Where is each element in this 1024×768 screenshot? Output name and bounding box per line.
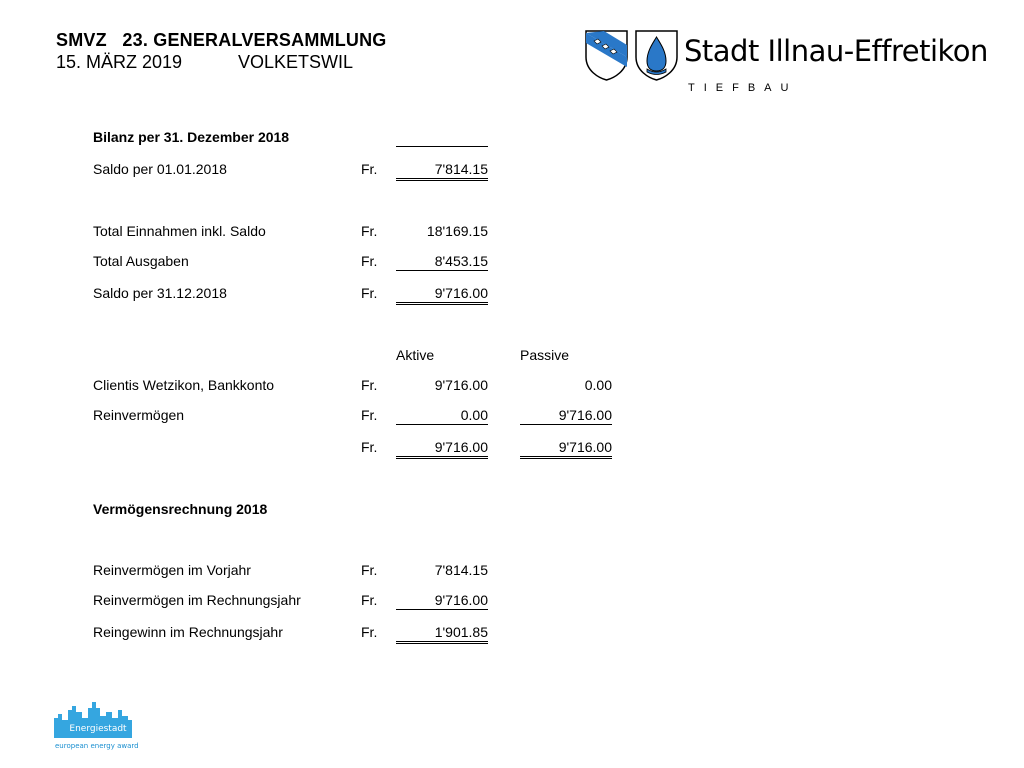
table-row xyxy=(0,562,700,582)
bilanz-title-row xyxy=(0,129,700,149)
table-row xyxy=(0,253,700,273)
org-name: SMVZ xyxy=(56,30,107,50)
row-label: Saldo per 31.12.2018 xyxy=(93,285,227,301)
row-label: Total Einnahmen inkl. Saldo xyxy=(93,223,266,239)
currency: Fr. xyxy=(361,439,378,455)
column-rule xyxy=(396,146,488,147)
aktive-value: 9'716.00 xyxy=(434,377,488,393)
currency: Fr. xyxy=(361,223,378,239)
event-place: VOLKETSWIL xyxy=(238,52,354,72)
row-label: Total Ausgaben xyxy=(93,253,189,269)
presentation-subtitle xyxy=(56,52,354,73)
table-row xyxy=(0,377,700,397)
passive-value: 9'716.00 xyxy=(520,407,612,425)
row-value: 9'716.00 xyxy=(396,285,488,305)
total-row xyxy=(0,439,700,459)
table-row xyxy=(0,407,700,427)
row-value: 7'814.15 xyxy=(434,562,488,578)
presentation-title xyxy=(56,30,387,51)
vermoegen-title: Vermögensrechnung 2018 xyxy=(93,501,268,517)
row-label: Reingewinn im Rechnungsjahr xyxy=(93,624,283,640)
city-name: Stadt Illnau-Effretikon xyxy=(684,34,988,68)
currency: Fr. xyxy=(361,253,378,269)
row-label: Saldo per 01.01.2018 xyxy=(93,161,227,177)
table-row xyxy=(0,223,700,243)
row-label: Clientis Wetzikon, Bankkonto xyxy=(93,377,275,393)
table-row xyxy=(0,161,700,181)
currency: Fr. xyxy=(361,161,378,177)
energy-award-caption: european energy award xyxy=(55,742,139,750)
row-value: 18'169.15 xyxy=(426,223,488,239)
currency: Fr. xyxy=(361,562,378,578)
energiestadt-label: Energiestadt xyxy=(69,724,127,734)
row-label: Reinvermögen im Rechnungsjahr xyxy=(93,592,301,608)
row-value: 8'453.15 xyxy=(396,253,488,271)
department-name: TIEFBAU xyxy=(688,82,798,94)
table-row xyxy=(0,285,700,305)
currency: Fr. xyxy=(361,377,378,393)
currency: Fr. xyxy=(361,407,378,423)
event-date: 15. MÄRZ 2019 xyxy=(56,52,183,72)
col-aktive: Aktive xyxy=(396,347,435,363)
coat-of-arms-effretikon-icon xyxy=(634,29,679,81)
coat-of-arms-illnau-icon xyxy=(584,29,629,81)
passive-total: 9'716.00 xyxy=(520,439,612,459)
aktive-total: 9'716.00 xyxy=(396,439,488,459)
currency: Fr. xyxy=(361,592,378,608)
table-row xyxy=(0,624,700,644)
vermoegen-title-row xyxy=(0,501,700,521)
bilanz-title: Bilanz per 31. Dezember 2018 xyxy=(93,129,290,145)
event-name: 23. GENERALVERSAMMLUNG xyxy=(122,30,387,50)
row-value: 1'901.85 xyxy=(396,624,488,644)
table-row xyxy=(0,592,700,612)
currency: Fr. xyxy=(361,624,378,640)
row-label: Reinvermögen im Vorjahr xyxy=(93,562,251,578)
row-value: 7'814.15 xyxy=(396,161,488,181)
aktive-value: 0.00 xyxy=(396,407,488,425)
col-passive: Passive xyxy=(520,347,570,363)
row-label: Reinvermögen xyxy=(93,407,185,423)
column-header-row xyxy=(0,347,700,367)
row-value: 9'716.00 xyxy=(396,592,488,610)
passive-value: 0.00 xyxy=(584,377,612,393)
currency: Fr. xyxy=(361,285,378,301)
